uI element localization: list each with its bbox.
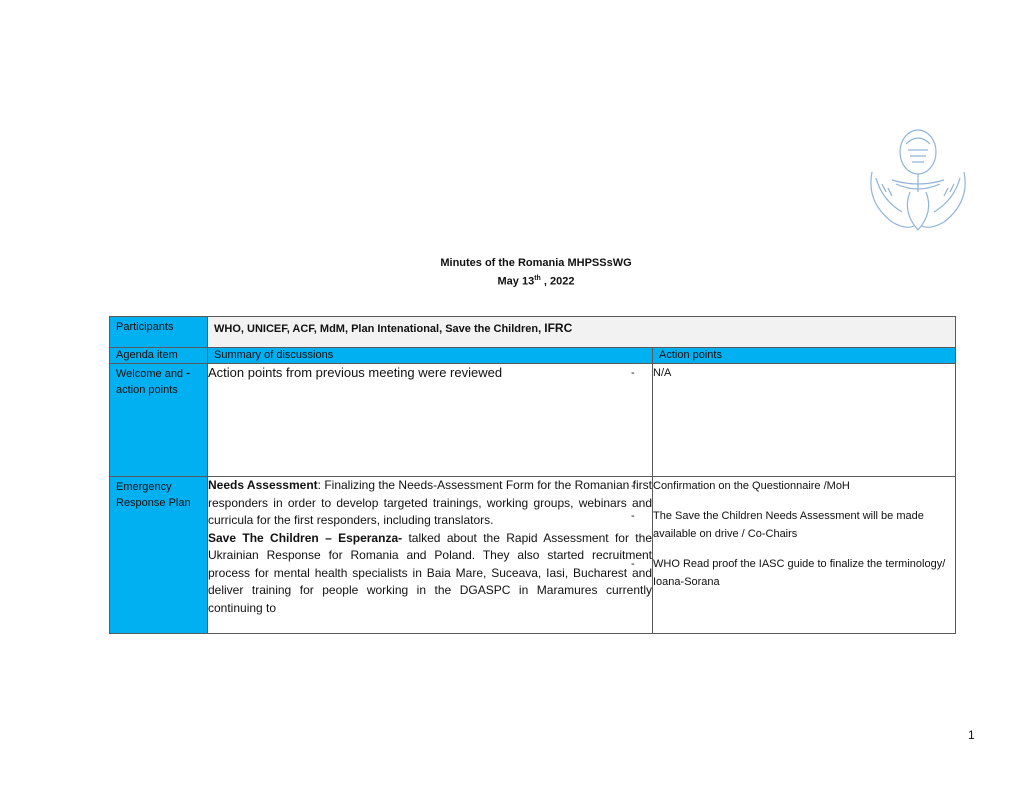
action-item: - N/A — [653, 364, 955, 382]
agenda-cell — [110, 477, 208, 634]
table-row — [110, 477, 956, 634]
action-item: - WHO Read proof the IASC guide to finalize the terminology/ Ioana-Sorana — [653, 555, 955, 591]
participants-list: WHO, UNICEF, ACF, MdM, Plan Intenational, Save the Children, — [214, 323, 542, 335]
summary-item-text: : Finalizing the Needs-Assessment Form for the Romanian first responders in order to develop targeted trainings, working groups, webinars and curricula for the first responders, including translators. — [208, 478, 652, 527]
table-header-row — [110, 348, 956, 364]
header-actions: Action points — [659, 349, 722, 361]
header-agenda-cell — [110, 348, 208, 364]
actions-cell — [653, 364, 956, 477]
agenda-item-erp: Emergency Response Plan — [116, 481, 191, 509]
participants-list-last: IFRC — [544, 321, 573, 335]
summary-list — [208, 364, 652, 381]
page-number: 1 — [968, 728, 975, 742]
header-actions-cell — [653, 348, 956, 364]
summary-item — [208, 530, 652, 618]
date-day: May 13 — [497, 275, 535, 288]
summary-item — [208, 477, 652, 530]
agenda-cell — [110, 364, 208, 477]
mhpss-hands-head-logo-icon — [862, 122, 974, 240]
action-item: - Confirmation on the Questionnaire /MoH — [653, 477, 955, 495]
action-item: - The Save the Children Needs Assessment will be made available on drive / Co-Chairs — [653, 507, 955, 543]
minutes-table — [109, 316, 956, 634]
summary-list — [208, 477, 652, 629]
summary-item-heading: Needs Assessment — [208, 478, 318, 492]
participants-row — [110, 317, 956, 348]
summary-cell — [208, 477, 653, 634]
summary-item-heading: Save The Children – Esperanza- — [208, 530, 403, 545]
header-summary: Summary of discussions — [214, 349, 334, 361]
table-row — [110, 364, 956, 477]
header-agenda: Agenda item — [116, 349, 178, 361]
participants-label-cell — [110, 317, 208, 348]
action-list — [653, 477, 955, 591]
agenda-item-welcome: Welcome and action points — [116, 368, 184, 396]
summary-item: - Action points from previous meeting were reviewed — [208, 364, 652, 381]
document-title: Minutes of the Romania MHPSSsWG — [440, 257, 632, 269]
participants-value-cell — [208, 317, 956, 348]
meeting-date — [0, 271, 1024, 290]
participants-value — [208, 317, 955, 340]
header-summary-cell — [208, 348, 653, 364]
mhpss-logo — [862, 122, 974, 240]
document-title-block — [0, 255, 1024, 290]
date-year: , 2022 — [540, 275, 575, 288]
summary-cell — [208, 364, 653, 477]
participants-label: Participants — [116, 321, 174, 333]
date-suffix-sup: th — [534, 275, 541, 282]
action-list — [653, 364, 955, 382]
actions-cell — [653, 477, 956, 634]
summary-item-text: talked about the Rapid Assessment for the Ukrainian Response for Romania and Poland. They also started recruitment process for mental health specialists in Baia Mare, Suceava, Iasi, Bucharest and deliver training for people working in the DGASPC in Maramures currently continuing to — [208, 530, 652, 615]
